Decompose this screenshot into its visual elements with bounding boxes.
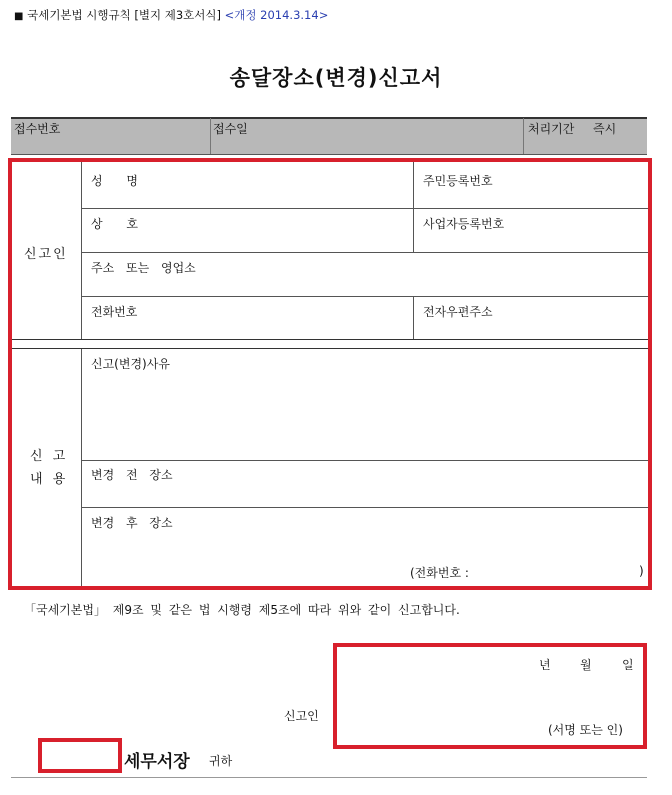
tax-office-title: 세무서장 xyxy=(124,752,190,772)
recipient-suffix: 귀하 xyxy=(209,754,233,768)
revision-date: <개정 2014.3.14> xyxy=(224,8,329,22)
bullet-icon: ■ xyxy=(14,11,24,22)
page-title: 송달장소(변경)신고서 xyxy=(229,66,443,90)
processing-period-value: 즉시 xyxy=(593,122,617,136)
phone-close-label: ) xyxy=(639,564,644,578)
content-side-label-1: 신 고 xyxy=(30,449,69,464)
receipt-number-label: 접수번호 xyxy=(14,122,61,136)
content-side-label-2: 내 용 xyxy=(30,472,69,487)
law-reference: 국세기본법 시행규칙 [별지 제3호서식] xyxy=(27,8,221,22)
receipt-date-label: 접수일 xyxy=(213,122,248,136)
signature-note: (서명 또는 인) xyxy=(548,723,623,737)
email-label: 전자우편주소 xyxy=(423,305,493,319)
business-number-label: 사업자등록번호 xyxy=(423,217,505,231)
processing-period-label: 처리기간 xyxy=(528,122,575,136)
reporter-side-label: 신고인 xyxy=(24,247,68,262)
form-header xyxy=(14,7,328,23)
resident-number-label: 주민등록번호 xyxy=(423,174,493,188)
address-label: 주소 또는 영업소 xyxy=(91,261,196,275)
year-label: 년 xyxy=(539,658,551,672)
day-label: 일 xyxy=(622,658,634,672)
month-label: 월 xyxy=(580,658,592,672)
change-reason-label: 신고(변경)사유 xyxy=(91,357,170,371)
before-place-label: 변경 전 장소 xyxy=(91,468,173,482)
trade-name-label: 상 호 xyxy=(91,217,148,231)
phone-open-label: (전화번호 : xyxy=(410,566,469,580)
bottom-rule xyxy=(11,777,647,778)
name-label: 성 명 xyxy=(91,174,148,188)
tax-office-name-box[interactable] xyxy=(38,738,122,773)
phone-label: 전화번호 xyxy=(91,305,138,319)
declaration-text: 「국세기본법」 제9조 및 같은 법 시행령 제5조에 따라 위와 같이 신고합니다. xyxy=(24,603,460,617)
after-place-label: 변경 후 장소 xyxy=(91,516,173,530)
signer-label: 신고인 xyxy=(284,709,319,723)
